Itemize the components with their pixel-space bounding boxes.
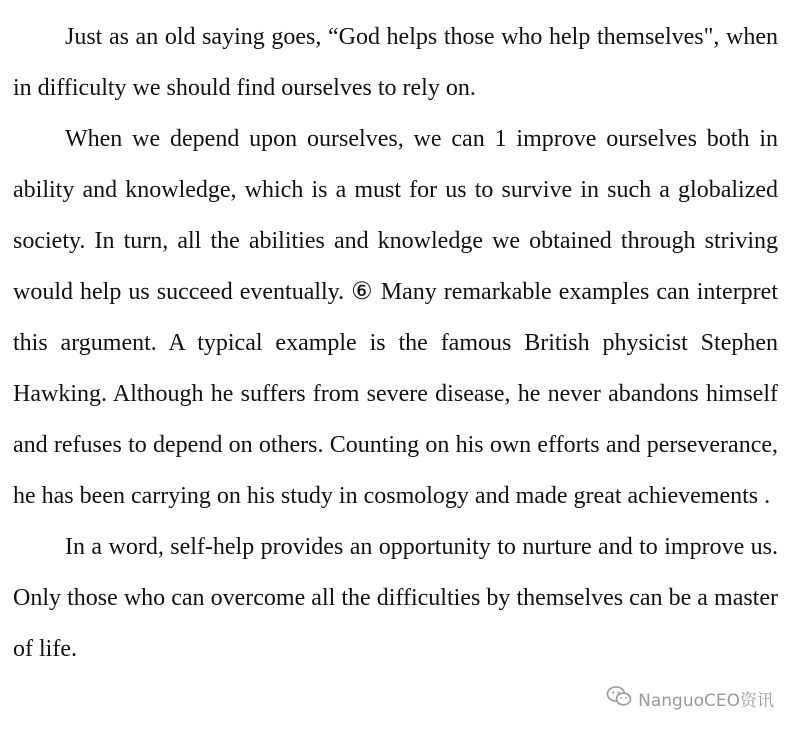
document-body	[13, 12, 778, 675]
paragraph-body: When we depend upon ourselves, we can 1 improve ourselves both in ability and knowledge, which is a must for us to survive in such a globalized society. In turn, all the abilities and knowledge we obtained through striving would help us succeed eventually. ⑥ Many remarkable examples can interpret this argument. A typical example is the famous British physicist Stephen Hawking. Although he suffers from severe disease, he never abandons himself and refuses to depend on others. Counting on his own efforts and perseverance, he has been carrying on his study in cosmology and made great achievements .	[13, 126, 778, 509]
watermark	[606, 685, 774, 712]
wechat-icon	[606, 685, 632, 712]
paragraph-intro: Just as an old saying goes, “God helps those who help themselves", when in difficulty we should find ourselves to rely on.	[13, 24, 778, 101]
paragraph-conclusion: In a word, self-help provides an opportunity to nurture and to improve us. Only those who can overcome all the difficulties by themselves can be a master of life.	[13, 534, 778, 662]
watermark-text: NanguoCEO资讯	[638, 691, 774, 711]
